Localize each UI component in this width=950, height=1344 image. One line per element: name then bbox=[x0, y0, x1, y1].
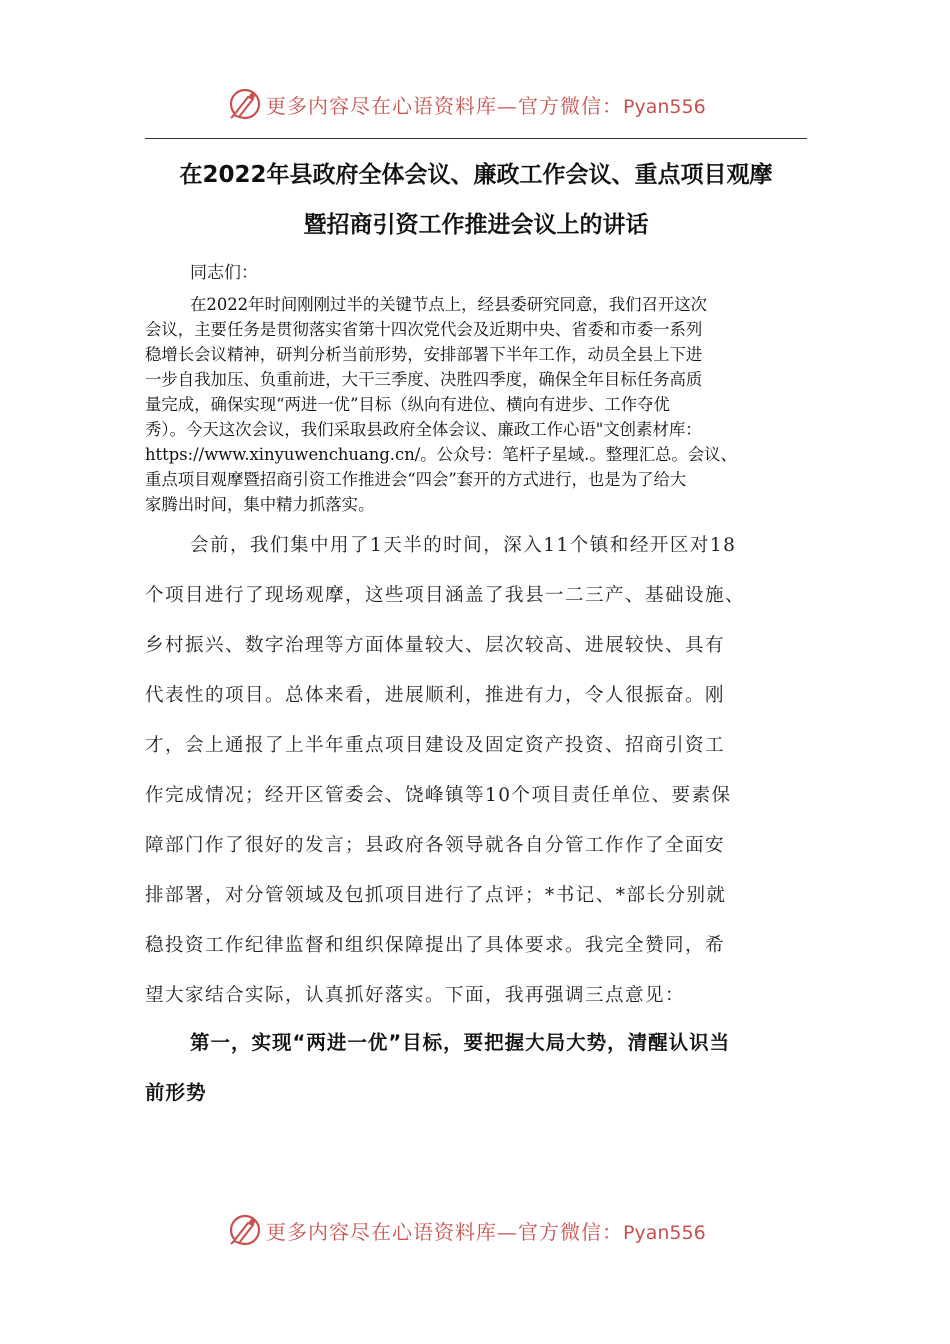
banner-text bbox=[266, 1216, 706, 1245]
banner-handle: Pyan556 bbox=[623, 1221, 706, 1244]
salutation: 同志们： bbox=[190, 263, 258, 283]
header-banner bbox=[0, 84, 950, 124]
paragraph-line: 个项目进行了现场观摩，这些项目涵盖了我县一二三产、基础设施、 bbox=[145, 585, 746, 606]
paragraph-line: 稳投资工作纪律监督和组织保障提出了具体要求。我完全赞同，希 bbox=[145, 935, 726, 956]
paragraph-line: 会议，主要任务是贯彻落实省第十四次党代会及近期中央、省委和市委一系列 bbox=[145, 320, 703, 339]
paragraph-line: 秀）。今天这次会议，我们采取县政府全体会议、廉政工作心语"文创素材库： bbox=[145, 420, 702, 439]
paragraph-1 bbox=[145, 292, 807, 517]
banner-handle: Pyan556 bbox=[623, 95, 706, 118]
paragraph-line: 会前，我们集中用了1天半的时间，深入11个镇和经开区对18 bbox=[190, 535, 737, 556]
section-heading-1 bbox=[145, 1028, 807, 1128]
paragraph-line: 稳增长会议精神，研判分析当前形势，安排部署下半年工作，动员全县上下进 bbox=[145, 345, 703, 364]
paragraph-line: 排部署，对分管领域及包抓项目进行了点评；*书记、*部长分别就 bbox=[145, 885, 727, 906]
paragraph-line: 乡村振兴、数字治理等方面体量较大、层次较高、进展较快、具有 bbox=[145, 635, 726, 656]
paragraph-line: 望大家结合实际，认真抓好落实。下面，我再强调三点意见： bbox=[145, 985, 686, 1006]
banner-text bbox=[266, 90, 706, 119]
document-title-line-1: 在2022年县政府全体会议、廉政工作会议、重点项目观摩 bbox=[179, 162, 773, 188]
paragraph-line: 一步自我加压、负重前进，大干三季度、决胜四季度，确保全年目标任务高质 bbox=[145, 370, 703, 389]
paragraph-line: 作完成情况；经开区管委会、饶峰镇等10个项目责任单位、要素保 bbox=[145, 785, 732, 806]
banner-slogan: 更多内容尽在心语资料库—官方微信： bbox=[266, 1219, 623, 1244]
paragraph-line: 在2022年时间刚刚过半的关键节点上，经县委研究同意，我们召开这次 bbox=[190, 295, 708, 314]
heading-line: 第一，实现“两进一优”目标，要把握大局大势，清醒认识当 bbox=[190, 1031, 731, 1054]
heading-line: 前形势 bbox=[145, 1081, 207, 1104]
paragraph-line: 才，会上通报了上半年重点项目建设及固定资产投资、招商引资工 bbox=[145, 735, 726, 756]
paragraph-line: 量完成，确保实现“两进一优”目标（纵向有进位、横向有进步、工作夺优 bbox=[145, 395, 670, 414]
pen-logo-icon bbox=[228, 87, 262, 121]
paragraph-line: 障部门作了很好的发言；县政府各领导就各自分管工作作了全面安 bbox=[145, 835, 726, 856]
document-title-line-2: 暨招商引资工作推进会议上的讲话 bbox=[303, 212, 649, 238]
pen-logo-icon bbox=[228, 1213, 262, 1247]
footer-banner bbox=[0, 1210, 950, 1250]
banner-slogan: 更多内容尽在心语资料库—官方微信： bbox=[266, 93, 623, 118]
paragraph-line: 代表性的项目。总体来看，进展顺利，推进有力，令人很振奋。刚 bbox=[145, 685, 726, 706]
paragraph-line: https://www.xinyuwenchuang.cn/。公众号：笔杆子星域.。整理汇总。会议、 bbox=[145, 445, 737, 464]
header-divider bbox=[145, 138, 807, 139]
paragraph-2 bbox=[145, 530, 807, 1030]
paragraph-line: 家腾出时间，集中精力抓落实。 bbox=[145, 495, 375, 514]
paragraph-line: 重点项目观摩暨招商引资工作推进会“四会”套开的方式进行，也是为了给大 bbox=[145, 470, 687, 489]
